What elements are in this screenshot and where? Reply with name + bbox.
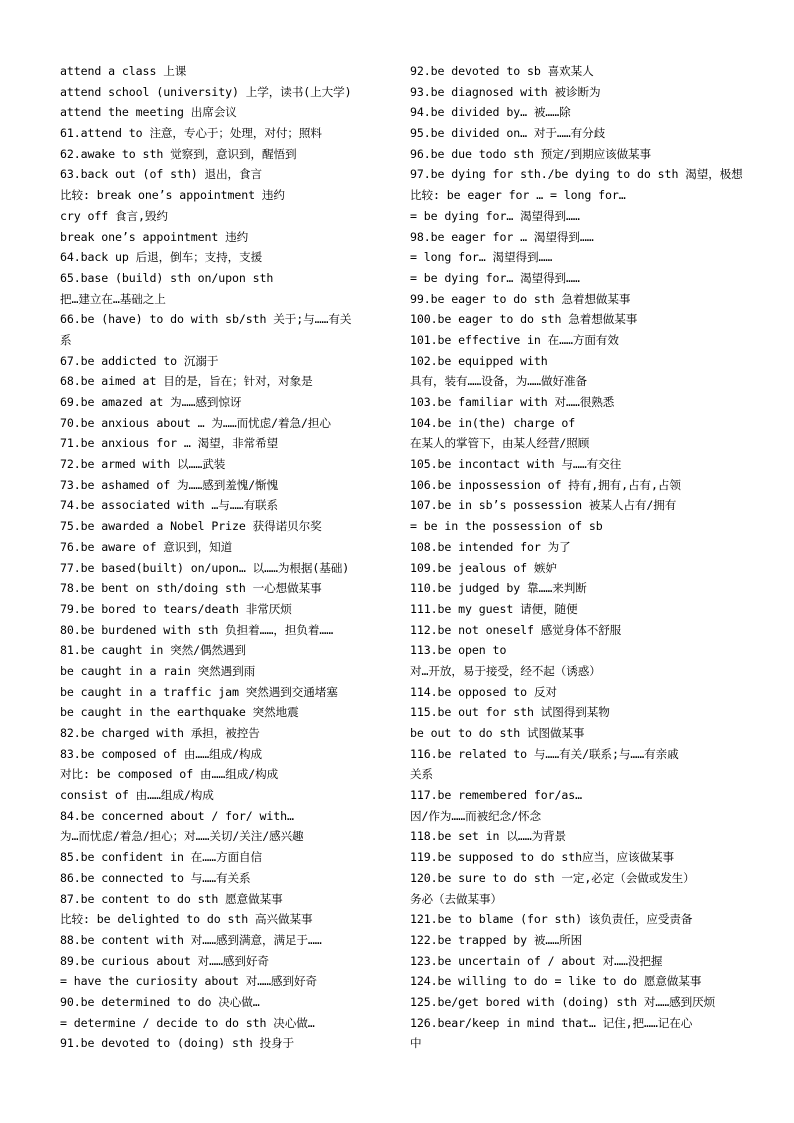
left-column-line: 88.be content with 对……感到满意，满足于……	[60, 932, 322, 947]
left-column-line: be caught in a traffic jam 突然遇到交通堵塞	[60, 684, 338, 699]
right-column-line: 92.be devoted to sb 喜欢某人	[410, 64, 594, 78]
left-column-line: 67.be addicted to 沉溺于	[60, 353, 219, 368]
right-column-line: 120.be sure to do sth 一定,必定（会做或发生）	[410, 870, 695, 885]
right-column-line: 比较: be eager for … = long for…	[410, 188, 626, 203]
right-column-line: 116.be related to 与……有关/联系;与……有亲戚	[410, 746, 679, 761]
left-column-line: 系	[60, 332, 72, 347]
left-column-line: break one’s appointment 违约	[60, 229, 249, 244]
left-column-line: 78.be bent on sth/doing sth 一心想做某事	[60, 581, 322, 596]
left-column-line: 68.be aimed at 目的是，旨在；针对，对象是	[60, 374, 313, 389]
left-column-line: 76.be aware of 意识到，知道	[60, 539, 233, 554]
right-column-line: 112.be not oneself 感觉身体不舒服	[410, 622, 622, 637]
left-column-line: 91.be devoted to (doing) sth 投身于	[60, 1036, 295, 1051]
left-column-line: 65.base (build) sth on/upon sth	[60, 270, 274, 285]
right-column-line: 95.be divided on… 对于……有分歧	[410, 126, 606, 141]
left-column-line: 79.be bored to tears/death 非常厌烦	[60, 601, 292, 616]
right-column-line: = be in the possession of sb	[410, 519, 603, 534]
left-column-line: attend the meeting 出席会议	[60, 105, 237, 120]
right-column-line: 110.be judged by 靠……来判断	[410, 581, 587, 596]
right-column-line: 108.be intended for 为了	[410, 539, 571, 554]
left-column-line: 84.be concerned about / for/ with…	[60, 808, 294, 823]
right-column-line: 93.be diagnosed with 被诊断为	[410, 84, 601, 99]
left-column-line: 87.be content to do sth 愿意做某事	[60, 891, 283, 906]
left-column-line: = have the curiosity about 对……感到好奇	[60, 974, 317, 989]
right-column-line: 123.be uncertain of / about 对……没把握	[410, 953, 663, 968]
right-column-line: 118.be set in 以……为背景	[410, 829, 567, 844]
right-column-line: 96.be due todo sth 预定/到期应该做某事	[410, 146, 652, 161]
right-column-line: 在某人的掌管下，由某人经营/照顾	[410, 436, 590, 451]
left-column-line: 71.be anxious for … 渴望，非常希望	[60, 436, 279, 451]
right-column-line: be out to do sth 试图做某事	[410, 726, 585, 740]
right-column-line: 106.be inpossession of 持有,拥有,占有,占领	[410, 477, 681, 492]
left-column-line: 64.back up 后退，倒车；支持，支援	[60, 250, 263, 265]
right-column-line: 121.be to blame (for sth) 该负责任，应受责备	[410, 912, 693, 927]
right-column-line: 99.be eager to do sth 急着想做某事	[410, 291, 631, 306]
right-column-line: 关系	[410, 767, 433, 782]
right-column-line: 111.be my guest 请便，随便	[410, 601, 578, 616]
left-column-line: 63.back out (of sth) 退出，食言	[60, 167, 262, 182]
right-column-line: = be dying for… 渴望得到……	[410, 270, 580, 285]
right-column-line: 107.be in sb’s possession 被某人占有/拥有	[410, 498, 677, 513]
left-column-line: 72.be armed with 以……武装	[60, 457, 226, 472]
right-column-line: 113.be open to	[410, 643, 507, 658]
right-column-line: 105.be incontact with 与……有交往	[410, 457, 622, 472]
left-column-line: 83.be composed of 由……组成/构成	[60, 746, 262, 761]
right-column-line: 102.be equipped with	[410, 353, 548, 368]
right-column-line: 114.be opposed to 反对	[410, 684, 557, 699]
left-column-line: 为…而忧虑/着急/担心；对……关切/关注/感兴趣	[60, 829, 304, 844]
left-column-line: consist of 由……组成/构成	[60, 788, 214, 803]
left-column-line: 比较: be delighted to do sth 高兴做某事	[60, 912, 313, 927]
right-column-line: 103.be familiar with 对……很熟悉	[410, 395, 615, 409]
right-column-line: 97.be dying for sth./be dying to do sth 渴望，极想	[410, 167, 743, 182]
left-column-line: = determine / decide to do sth 决心做…	[60, 1015, 315, 1030]
right-column-line: 117.be remembered for/as…	[410, 788, 583, 803]
right-column-line: 具有，装有……设备，为……做好准备	[410, 374, 587, 389]
left-column-line: attend a class 上课	[60, 64, 187, 78]
left-column-line: 90.be determined to do 决心做…	[60, 994, 260, 1009]
left-column-line: 70.be anxious about … 为……而忧虑/着急/担心	[60, 415, 331, 430]
left-column-line: cry off 食言,毁约	[60, 208, 168, 223]
right-column-line: 122.be trapped by 被……所困	[410, 932, 583, 947]
right-column-line: 115.be out for sth 试图得到某物	[410, 705, 610, 720]
left-column-line: 61.attend to 注意，专心于；处理，对付；照料	[60, 126, 322, 141]
left-column-line: 86.be connected to 与……有关系	[60, 870, 251, 885]
right-column-line: = be dying for… 渴望得到……	[410, 208, 580, 223]
left-column-line: 73.be ashamed of 为……感到羞愧/惭愧	[60, 477, 279, 492]
left-column-line: 89.be curious about 对……感到好奇	[60, 953, 269, 968]
left-column-line: 85.be confident in 在……方面自信	[60, 850, 262, 865]
left-column-line: 82.be charged with 承担，被控告	[60, 726, 260, 740]
left-column-line: 62.awake to sth 觉察到，意识到，醒悟到	[60, 146, 297, 161]
right-column-line: 100.be eager to do sth 急着想做某事	[410, 312, 638, 327]
right-column-line: 因/作为……而被纪念/怀念	[410, 808, 541, 823]
left-column-line: be caught in the earthquake 突然地震	[60, 705, 299, 720]
left-column-line: 把…建立在…基础之上	[60, 291, 166, 306]
right-column	[410, 61, 746, 1054]
right-column-line: 中	[410, 1036, 422, 1051]
left-column-line: 对比: be composed of 由……组成/构成	[60, 767, 279, 782]
left-column-line: 比较: break one’s appointment 违约	[60, 188, 285, 203]
right-column-line: 126.bear/keep in mind that… 记住,把……记在心	[410, 1015, 693, 1030]
right-column-line: 124.be willing to do = like to do 愿意做某事	[410, 974, 702, 989]
right-column-line: 125.be/get bored with (doing) sth 对……感到厌烦	[410, 994, 716, 1009]
left-column-line: 69.be amazed at 为……感到惊讶	[60, 395, 242, 409]
left-column-line: 75.be awarded a Nobel Prize 获得诺贝尔奖	[60, 519, 322, 534]
left-column-line: 77.be based(built) on/upon… 以……为根据(基础)	[60, 560, 350, 575]
right-column-line: 109.be jealous of 嫉妒	[410, 560, 557, 575]
left-column-line: 81.be caught in 突然/偶然遇到	[60, 643, 246, 658]
right-column-line: 98.be eager for … 渴望得到……	[410, 229, 594, 244]
right-column-line: = long for… 渴望得到……	[410, 250, 553, 265]
right-column-line: 94.be divided by… 被……除	[410, 105, 571, 120]
left-column-line: attend school (university) 上学，读书(上大学)	[60, 84, 352, 99]
left-column-line: be caught in a rain 突然遇到雨	[60, 663, 256, 678]
right-column-line: 对…开放，易于接受，经不起（诱惑）	[410, 663, 601, 678]
right-column-line: 104.be in(the) charge of	[410, 415, 576, 430]
left-column-line: 80.be burdened with sth 负担着……，担负着……	[60, 622, 334, 637]
right-column-line: 101.be effective in 在……方面有效	[410, 332, 619, 347]
left-column	[60, 61, 388, 1054]
right-column-line: 务必（去做某事）	[410, 891, 502, 906]
left-column-line: 74.be associated with …与……有联系	[60, 498, 278, 513]
left-column-line: 66.be (have) to do with sb/sth 关于;与……有关	[60, 312, 352, 327]
right-column-line: 119.be supposed to do sth应当，应该做某事	[410, 850, 674, 865]
